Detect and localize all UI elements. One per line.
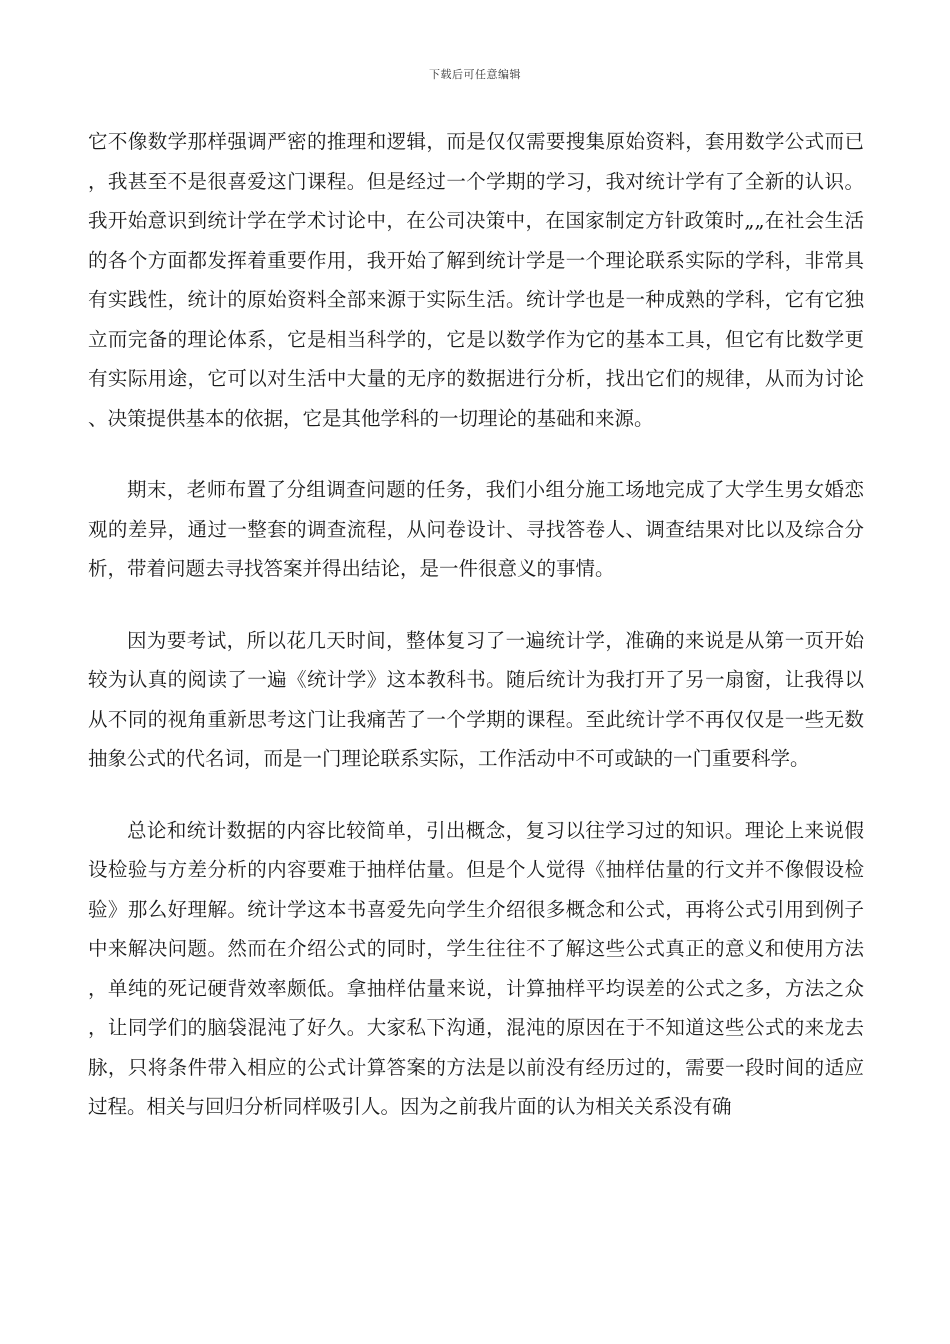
paragraph-2: 期末，老师布置了分组调查问题的任务，我们小组分施工场地完成了大学生男女婚恋观的差异，通过一整套的调查流程，从问卷设计、寻找答卷人、调查结果对比以及综合分析，带着问题去寻找答案并得出结论，是一件很意义的事情。 — [88, 478, 864, 580]
page-header: 下载后可任意编辑 — [429, 68, 521, 81]
document-body — [88, 122, 864, 1127]
paragraph-3: 因为要考试，所以花几天时间，整体复习了一遍统计学，准确的来说是从第一页开始较为认真的阅读了一遍《统计学》这本教科书。随后统计为我打开了另一扇窗，让我得以从不同的视角重新思考这门让我痛苦了一个学期的课程。至此统计学不再仅仅是一些无数抽象公式的代名词，而是一门理论联系实际，工作活动中不可或缺的一门重要科学。 — [88, 628, 864, 770]
paragraph-1: 它不像数学那样强调严密的推理和逻辑，而是仅仅需要搜集原始资料，套用数学公式而已，我甚至不是很喜爱这门课程。但是经过一个学期的学习，我对统计学有了全新的认识。我开始意识到统计学在学术讨论中，在公司决策中，在国家制定方针政策时„„在社会生活的各个方面都发挥着重要作用，我开始了解到统计学是一个理论联系实际的学科，非常具有实践性，统计的原始资料全部来源于实际生活。统计学也是一种成熟的学科，它有它独立而完备的理论体系，它是相当科学的，它是以数学作为它的基本工具，但它有比数学更有实际用途，它可以对生活中大量的无序的数据进行分析，找出它们的规律，从而为讨论、决策提供基本的依据，它是其他学科的一切理论的基础和来源。 — [88, 130, 864, 430]
paragraph-4: 总论和统计数据的内容比较简单，引出概念，复习以往学习过的知识。理论上来说假设检验与方差分析的内容要难于抽样估量。但是个人觉得《抽样估量的行文并不像假设检验》那么好理解。统计学这本书喜爱先向学生介绍很多概念和公式，再将公式引用到例子中来解决问题。然而在介绍公式的同时，学生往往不了解这些公式真正的意义和使用方法，单纯的死记硬背效率颇低。拿抽样估量来说，计算抽样平均误差的公式之多，方法之众，让同学们的脑袋混沌了好久。大家私下沟通，混沌的原因在于不知道这些公式的来龙去脉，只将条件带入相应的公式计算答案的方法是以前没有经历过的，需要一段时间的适应过程。相关与回归分析同样吸引人。因为之前我片面的认为相关关系没有确 — [88, 818, 864, 1118]
